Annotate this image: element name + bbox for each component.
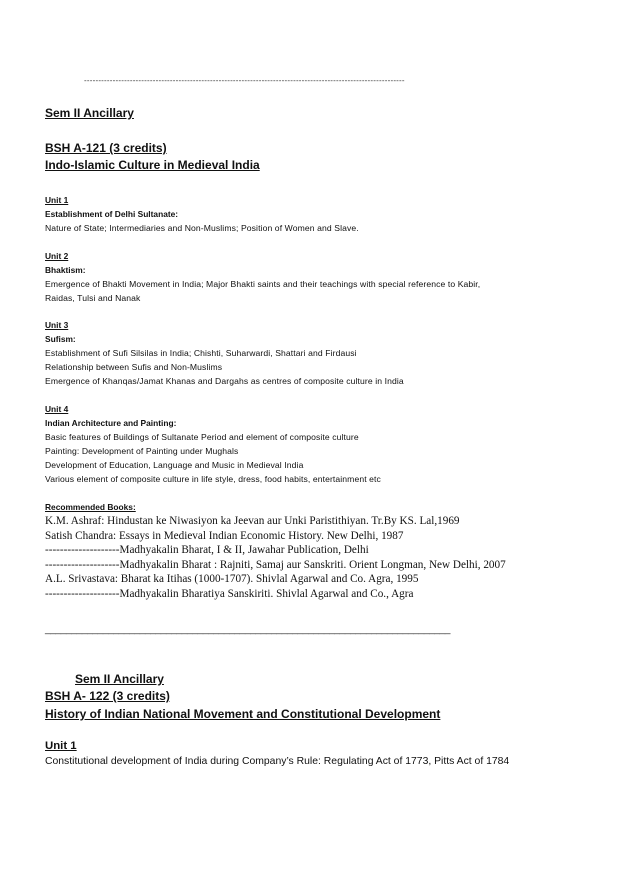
section2-course-code: BSH A- 122 (3 credits)	[45, 689, 170, 703]
book-entry: --------------------Madhyakalin Bharat : Rajniti, Samaj aur Sanskriti. Orient Longman, New Delhi, 2007	[45, 559, 506, 571]
unit3-label: Unit 3	[45, 320, 69, 330]
book-entry: A.L. Srivastava: Bharat ka Itihas (1000-1707). Shivlal Agarwal and Co. Agra, 1995	[45, 573, 419, 585]
unit4-title: Indian Architecture and Painting:	[45, 418, 177, 428]
unit2-line: Raidas, Tulsi and Nanak	[45, 293, 141, 303]
unit1-label: Unit 1	[45, 195, 69, 205]
unit4-line: Development of Education, Language and Music in Medieval India	[45, 460, 304, 470]
unit3-line: Establishment of Sufi Silsilas in India; Chishti, Suharwardi, Shattari and Firdausi	[45, 348, 357, 358]
unit3-title: Sufism:	[45, 334, 76, 344]
unit3-line: Emergence of Khanqas/Jamat Khanas and Dargahs as centres of composite culture in India	[45, 376, 404, 386]
unit2-title: Bhaktism:	[45, 265, 86, 275]
unit2-line: Emergence of Bhakti Movement in India; Major Bhakti saints and their teachings with special reference to Kabir,	[45, 279, 481, 289]
unit3-line: Relationship between Sufis and Non-Muslims	[45, 362, 223, 372]
section1-heading: Sem II Ancillary	[45, 106, 134, 120]
book-entry: Satish Chandra: Essays in Medieval Indian Economic History. New Delhi, 1987	[45, 530, 404, 542]
unit2-label: Unit 2	[45, 251, 69, 261]
books-heading: Recommended Books:	[45, 502, 136, 512]
unit4-line: Basic features of Buildings of Sultanate Period and element of composite culture	[45, 432, 359, 442]
book-entry: K.M. Ashraf: Hindustan ke Niwasiyon ka Jeevan aur Unki Paristithiyan. Tr.By KS. Lal,1969	[45, 515, 460, 527]
unit1-line: Nature of State; Intermediaries and Non-Muslims; Position of Women and Slave.	[45, 223, 359, 233]
top-divider: ----------------------------------------------------------------------------------------------------------------	[84, 76, 405, 85]
unit4-line: Various element of composite culture in life style, dress, food habits, entertainment etc	[45, 474, 381, 484]
section2-unit1-line: Constitutional development of India during Company’s Rule: Regulating Act of 1773, Pitts Act of 1784	[45, 756, 510, 767]
book-entry: --------------------Madhyakalin Bharat, I & II, Jawahar Publication, Delhi	[45, 544, 369, 556]
section1-course-code: BSH A-121 (3 credits)	[45, 141, 167, 155]
section2-unit1-label: Unit 1	[45, 740, 77, 752]
unit4-label: Unit 4	[45, 404, 69, 414]
section2-heading: Sem II Ancillary	[75, 672, 164, 686]
unit1-title: Establishment of Delhi Sultanate:	[45, 209, 179, 219]
section2-course-title: History of Indian National Movement and Constitutional Development	[45, 707, 441, 721]
book-entry: --------------------Madhyakalin Bharatiya Sanskiriti. Shivlal Agarwal and Co., Agra	[45, 588, 414, 600]
section1-course-title: Indo-Islamic Culture in Medieval India	[45, 158, 260, 172]
unit4-line: Painting: Development of Painting under Mughals	[45, 446, 239, 456]
middle-divider: _____________________________________________________________________________	[45, 624, 451, 635]
